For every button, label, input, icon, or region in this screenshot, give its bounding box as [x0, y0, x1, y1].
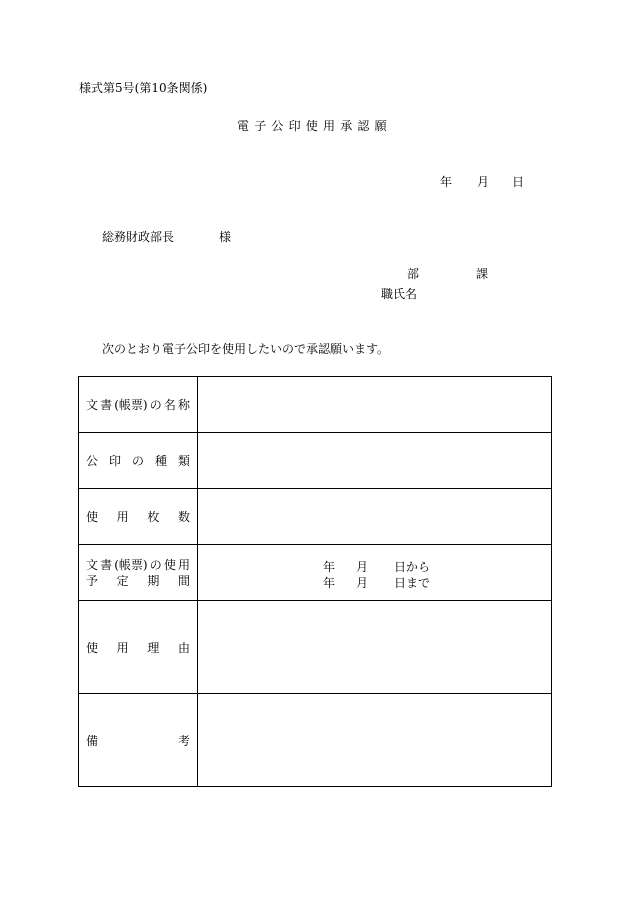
seal-type-label	[86, 452, 190, 469]
label-char: 枚	[147, 510, 160, 524]
label-char: 用	[116, 510, 129, 524]
period-from	[323, 558, 430, 575]
table-row	[79, 489, 552, 545]
label-char: 印	[108, 454, 121, 468]
period-from-year: 年	[323, 560, 336, 574]
usage-count-field[interactable]	[198, 489, 552, 545]
label-char: 文	[86, 557, 99, 572]
label-char: 理	[147, 640, 160, 655]
table-row	[79, 433, 552, 489]
seal-type-field[interactable]	[198, 433, 552, 489]
usage-count-label	[86, 508, 190, 525]
label-char: 予	[86, 573, 99, 588]
period-to-year: 年	[323, 576, 336, 590]
label-cell	[79, 601, 198, 694]
usage-reason-label	[86, 639, 190, 656]
label-cell	[79, 694, 198, 787]
addressee-name: 総務財政部長	[102, 230, 175, 244]
table-row	[79, 545, 552, 601]
usage-period-field[interactable]	[198, 545, 552, 601]
period-to-day: 日まで	[394, 576, 431, 590]
label-char: 期	[147, 573, 160, 588]
request-statement: 次のとおり電子公印を使用したいので承認願います。	[102, 342, 390, 356]
label-char: 使	[163, 557, 176, 572]
date-year: 年	[440, 175, 453, 189]
date-day: 日	[512, 175, 525, 189]
table-row	[79, 601, 552, 694]
period-from-day: 日から	[394, 560, 431, 574]
label-char: の	[149, 557, 162, 572]
label-char: 備	[86, 733, 99, 748]
label-char: 名	[163, 398, 176, 412]
label-char: の	[131, 454, 144, 468]
section-label: 課	[476, 267, 489, 281]
label-char: 文	[86, 398, 99, 412]
usage-period-label-line1	[86, 557, 190, 573]
application-table	[78, 376, 552, 787]
label-char: 数	[177, 510, 190, 524]
remarks-label	[86, 732, 190, 749]
table-row	[79, 694, 552, 787]
label-cell	[79, 545, 198, 601]
date-month: 月	[477, 175, 490, 189]
period-to	[323, 574, 430, 591]
addressee-honorific: 様	[219, 230, 232, 244]
label-cell	[79, 489, 198, 545]
label-char: 書	[100, 398, 113, 412]
table-row	[79, 377, 552, 433]
label-char: 書	[100, 557, 113, 572]
label-char: 使	[86, 640, 99, 655]
usage-reason-field[interactable]	[198, 601, 552, 694]
label-char: 用	[177, 557, 190, 572]
remarks-field[interactable]	[198, 694, 552, 787]
usage-period-label-line2	[86, 573, 190, 589]
label-char: 用	[116, 640, 129, 655]
position-name-label: 職氏名	[381, 287, 418, 301]
document-title: 電子公印使用承認願	[237, 119, 392, 133]
label-cell	[79, 433, 198, 489]
document-name-field[interactable]	[198, 377, 552, 433]
period-from-month: 月	[356, 560, 369, 574]
label-char: (帳票)	[114, 557, 148, 572]
label-char: 称	[177, 398, 190, 412]
label-char: (帳票)	[114, 398, 148, 412]
label-cell	[79, 377, 198, 433]
label-char: 公	[86, 454, 99, 468]
label-char: 類	[177, 454, 190, 468]
label-char: 間	[177, 573, 190, 588]
department-label: 部	[407, 267, 420, 281]
period-to-month: 月	[356, 576, 369, 590]
form-number: 様式第5号(第10条関係)	[79, 81, 208, 95]
document-name-label	[86, 396, 190, 413]
label-char: 使	[86, 510, 99, 524]
label-char: 考	[177, 733, 190, 748]
label-char: 種	[154, 454, 167, 468]
label-char: 定	[116, 573, 129, 588]
label-char: 由	[177, 640, 190, 655]
label-char: の	[149, 398, 162, 412]
